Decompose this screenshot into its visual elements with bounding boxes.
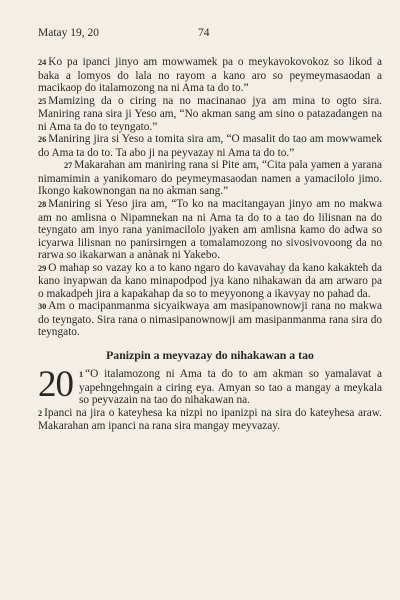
- page-number: 74: [198, 27, 210, 39]
- verse-30: [38, 300, 382, 339]
- verse-text: Ko pa ipanci jinyo am mowwamek pa o meykavokovokoz so likod a baka a lomyos do lala no rayom a kano aro so peymeymasaodan a macikaop do italamozong na ni Ama ta do to.”: [38, 56, 382, 95]
- verse-text: “O italamozong ni Ama ta do to am akman so yamalavat a yapehngehngain a ciring eya. Amyan so tao a mangay a meykala so peyvazain na tao do nihakawan na.: [79, 368, 382, 407]
- verse-28: [38, 198, 382, 262]
- verse-number: 24: [38, 58, 47, 67]
- scripture-text: [38, 56, 382, 433]
- verse-text: Makarahan am maniring rana si Pite am, “Cita pala yamen a yarana nimamimin a yanikomaro do peymeymasaodan namen a yamacilolo jimo. Ikongo kakownongan na no akman sang.”: [38, 159, 382, 198]
- verse-number: 2: [38, 408, 43, 418]
- verse-text: Ipanci na jira o kateyhesa ka nizpi no ipanizpi na sira do kateyhesa araw. Makarahan am ipanci na rana sira mangay meyvazay.: [38, 406, 382, 433]
- verse-number: 30: [38, 302, 47, 312]
- verse-27: [38, 159, 382, 198]
- verse-25: [38, 95, 382, 134]
- verse-number: 1: [79, 370, 84, 380]
- chapter-20-block: [38, 364, 382, 407]
- verse-text: Mamizing da o ciring na no macinanao jya am mina to ogto sira. Maniring rana sira ji Yeso am, “No akman sang am sino o patazadangen na ni Ama ta do to teyngato.”: [38, 94, 382, 133]
- verse-number: 26: [38, 135, 47, 145]
- verse-number: 27: [64, 161, 73, 171]
- verse-text: O mahap so vazay ko a to kano ngaro do kavavahay da kano kakakteh da kano inyapwan da kano minapodpod jya kano nihakawan da am arwaro pa o makadpeh jira a kapakahap da so to meyyonong a ikavyay no pahad da.: [38, 261, 382, 300]
- verse-text: Maniring si Yeso jira am, “To ko na macitangayan jinyo am no makwa am no amlisna o Nipamnekan na ni Ama ta do to a tao do lilisnan na do teyngato am inyo rana yanimacilolo jyaken am amlisna kamo do adwa so icyarwa lilisnan no panirsirngen a tomalamozong no sivosivovoong da no rarwa so ikakarwan a anànak ni Yakebo.: [38, 198, 382, 262]
- verse-29: [38, 262, 382, 301]
- verse-26: [38, 133, 382, 159]
- verse-2: [38, 407, 382, 433]
- verse-number: 29: [38, 263, 47, 273]
- verse-number: 28: [38, 200, 47, 210]
- section-heading: Panizpin a meyvazay do nihakawan a tao: [106, 348, 314, 363]
- verse-text: Maniring jira si Yeso a tomita sira am, “O masalit do tao am mowwamek do Ama ta do to. Ta abo ji na peyvazay ni Ama ta do to.”: [38, 133, 382, 159]
- chapter-number: 20: [38, 364, 73, 406]
- chapter-reference: Matay 19, 20: [38, 27, 100, 39]
- verse-number: 25: [38, 96, 47, 106]
- verse-24: [38, 56, 382, 95]
- running-head: [38, 22, 382, 40]
- verse-text: Am o macipanmanma sicyaikwaya am masipanownowji rana no makwa do teyngato. Sira rana o nimasipanownowji am masipanmanma rana sira do teyngato.: [38, 300, 382, 339]
- verse-1: [38, 364, 382, 407]
